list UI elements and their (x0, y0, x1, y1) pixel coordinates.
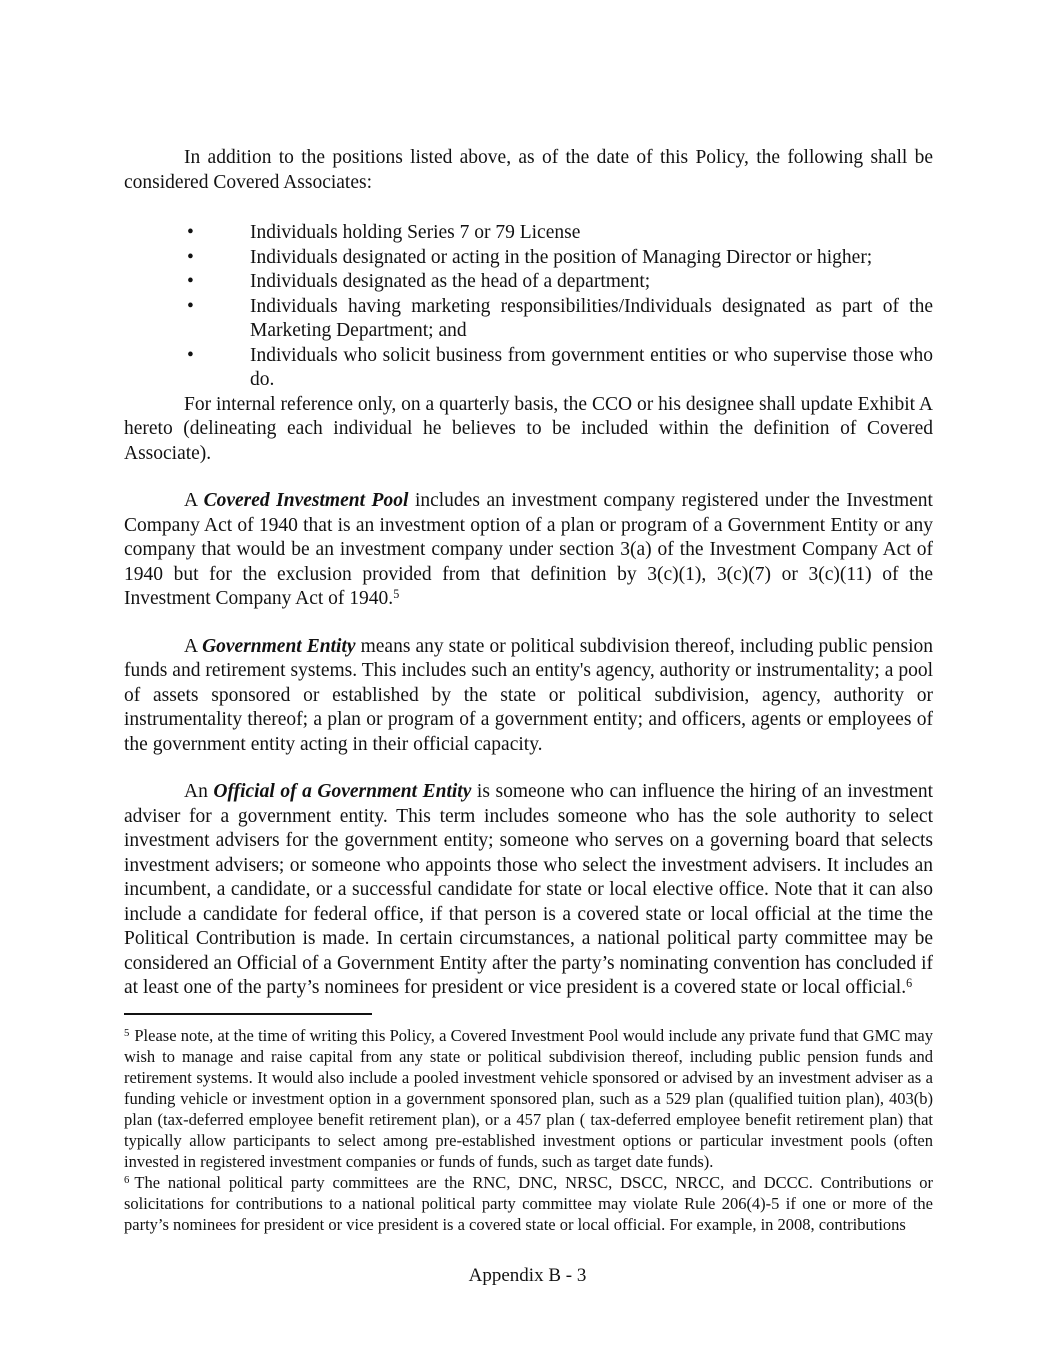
list-item-text: Individuals who solicit business from government entities or who supervise those who do. (250, 344, 933, 390)
paragraph-covered-investment-pool (124, 489, 933, 612)
footnote-ref-5: 5 (393, 586, 400, 601)
list-item (124, 295, 933, 344)
term-official-of-government-entity: Official of a Government Entity (213, 781, 472, 802)
list-item-text: Individuals designated or acting in the position of Managing Director or higher; (250, 246, 873, 268)
paragraph-body: includes an investment company registered under the Investment Company Act of 1940 that is an investment option of a plan or program of a Government Entity or any company that would be an investment company under section 3(a) of the Investment Company Act of 1940 but for the exclusion provided from that definition by 3(c)(1), 3(c)(7) or 3(c)(11) of the Investment Company Act of 1940. (124, 490, 933, 609)
page-number-label: Appendix B - 3 (468, 1265, 587, 1286)
list-item-text: Individuals designated as the head of a department; (250, 271, 651, 292)
footnote-6-marker: 6 (124, 1173, 130, 1186)
paragraph-intro-text: In addition to the positions listed above, as of the date of this Policy, the following shall be considered Covered Associates: (124, 147, 933, 193)
footnote-6 (124, 1172, 933, 1235)
list-item-text: Individuals having marketing responsibilities/Individuals designated as part of the Marketing Department; and (250, 295, 933, 341)
paragraph-prefix: An (184, 781, 214, 802)
list-item (124, 246, 933, 271)
bullet-icon: • (187, 344, 194, 366)
list-item-text: Individuals holding Series 7 or 79 License (250, 222, 581, 243)
paragraph-prefix: A (184, 635, 203, 657)
bullet-icon: • (187, 271, 194, 292)
footnote-6-text: The national political party committees are the RNC, DNC, NRSC, DSCC, NRCC, and DCCC. Contributions or solicitations for contributions to a national political party committee may violate Rule 206(4)-5 if one or more of the party’s nominees for president or vice president is a covered state or local official. For example, in 2008, contributions (124, 1172, 933, 1234)
footnote-5-marker: 5 (124, 1026, 130, 1039)
footnote-5 (124, 1025, 933, 1172)
list-item (124, 221, 933, 246)
bullet-icon: • (187, 295, 194, 317)
term-government-entity: Government Entity (202, 635, 356, 657)
list-item (124, 270, 933, 295)
footnote-block (124, 1013, 933, 1235)
paragraph-internal-reference-text: For internal reference only, on a quarterly basis, the CCO or his designee shall update Exhibit A hereto (delineating each individual he believes to be included within the definition of Covered Associate). (124, 393, 933, 464)
footnote-ref-6: 6 (906, 975, 913, 990)
page-footer (0, 1264, 1055, 1288)
bullet-icon: • (187, 246, 194, 268)
paragraph-government-entity (124, 635, 933, 758)
paragraph-intro (124, 146, 933, 195)
bullet-icon: • (187, 222, 194, 243)
paragraph-prefix: A (184, 490, 204, 511)
paragraph-body: is someone who can influence the hiring of an investment adviser for a government entity. This term includes someone who has the sole authority to select investment advisers for the government entity; someone who serves on a governing board that selects investment advisers; or someone who appoints those who select the investment advisers. It includes an incumbent, a candidate, or a successful candidate for state or local elective office. Note that it can also include a candidate for federal office, if that person is a covered state or local official at the time the Political Contribution is made. In certain circumstances, a national political party committee may be considered an Official of a Government Entity after the party’s nominating convention has concluded if at least one of the party’s nominees for president or vice president is a covered state or local official. (124, 781, 933, 998)
term-covered-investment-pool: Covered Investment Pool (203, 490, 409, 511)
list-item (124, 344, 933, 393)
footnotes (124, 1025, 933, 1235)
footnote-5-text: Please note, at the time of writing this Policy, a Covered Investment Pool would include any private fund that GMC may wish to manage and raise capital from any state or political subdivision thereof, including public pension funds and retirement systems. It would also include a pooled investment vehicle sponsored or advised by an investment adviser as a funding vehicle or investment option in a government sponsored plan, such as a 529 plan (qualified tuition plan), 403(b) plan (tax-deferred employee benefit retirement plan), or a 457 plan ( tax-deferred employee benefit retirement plan) that typically allow participants to select among pre-established investment options or particular investment pools (often invested in registered investment companies or funds of funds, such as target date funds). (124, 1025, 933, 1171)
covered-associates-list (124, 221, 933, 393)
document-content (124, 146, 933, 1235)
footnote-separator (124, 1013, 372, 1015)
paragraph-official-of-government-entity (124, 780, 933, 1001)
paragraph-internal-reference (124, 393, 933, 467)
paragraph-body: means any state or political subdivision thereof, including public pension funds and retirement systems. This includes such an entity's agency, authority or instrumentality; a pool of assets sponsored or established by the state or political subdivision, agency, authority or instrumentality thereof; a plan or program of a government entity; and officers, agents or employees of the government entity acting in their official capacity. (124, 635, 933, 755)
